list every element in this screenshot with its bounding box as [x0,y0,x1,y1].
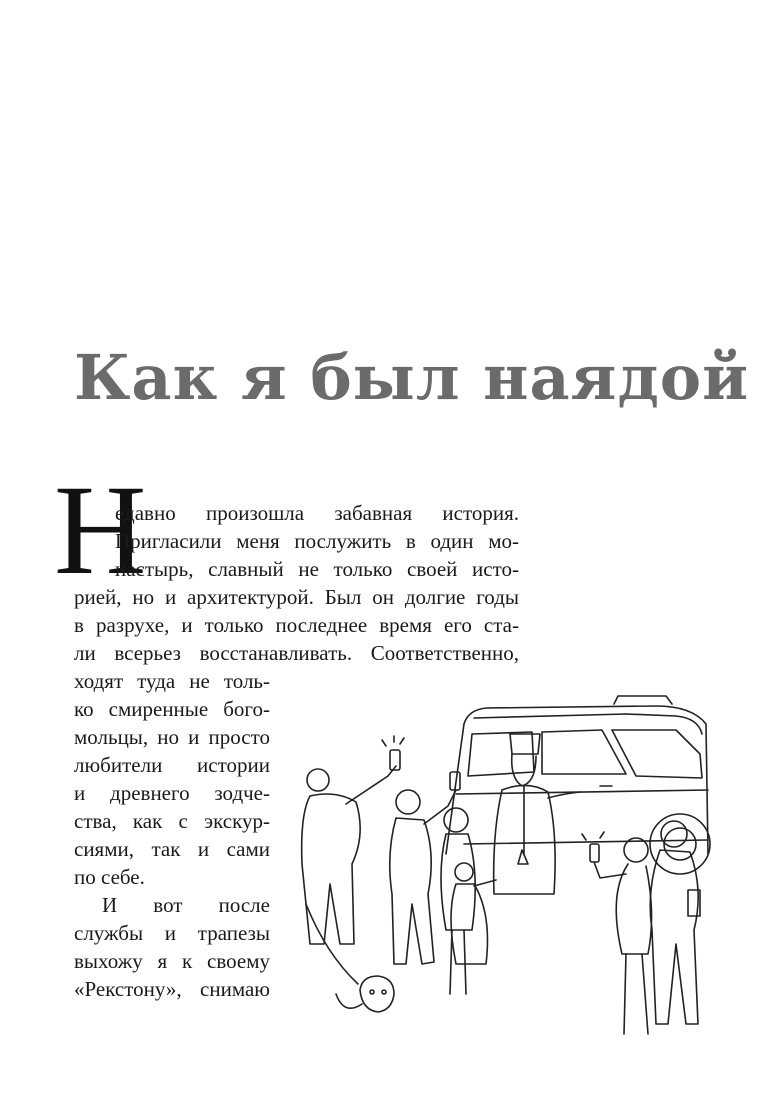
text-line-18: «Рекстону», снимаю [74,977,270,1001]
chapter-title: Как я был наядой [74,340,750,414]
text-line-13: сиями, так и сами [74,837,270,861]
boy-figure-icon [390,772,460,964]
priest-crowd-illustration [296,694,714,1054]
text-line-10: любители истории [74,753,270,777]
text-line-16: службы и трапезы [74,921,270,945]
man-figure-icon [650,821,700,1024]
text-line-7: ходят туда не толь- [74,669,270,693]
text-line-4: рией, но и архитектурой. Был он долгие годы [74,585,519,609]
text-line-1: едавно произошла забавная история. [115,501,519,525]
text-line-8: ко смиренные бого- [74,697,270,721]
text-line-2: Пригласили меня послужить в один мо- [115,529,519,553]
text-line-11: и древнего зодче- [74,781,270,805]
drop-cap: Н [54,459,147,601]
text-line-17: выхожу я к своему [74,949,270,973]
text-line-5: в разрухе, и только последнее время его ста- [74,613,519,637]
woman-with-phone-figure-icon [582,832,652,1034]
text-line-3: настырь, славный не только своей исто- [115,557,519,581]
priest-figure-icon [494,734,580,894]
text-line-6: ли всерьез восстанавливать. Соответственно, [74,641,519,665]
text-line-15: И вот после [102,893,270,917]
text-line-14: по себе. [74,865,145,889]
text-line-12: ства, как с экскур- [74,809,270,833]
man-with-phone-figure-icon [302,736,404,944]
dog-figure-icon [306,904,394,1012]
text-line-9: мольцы, но и просто [74,725,270,749]
